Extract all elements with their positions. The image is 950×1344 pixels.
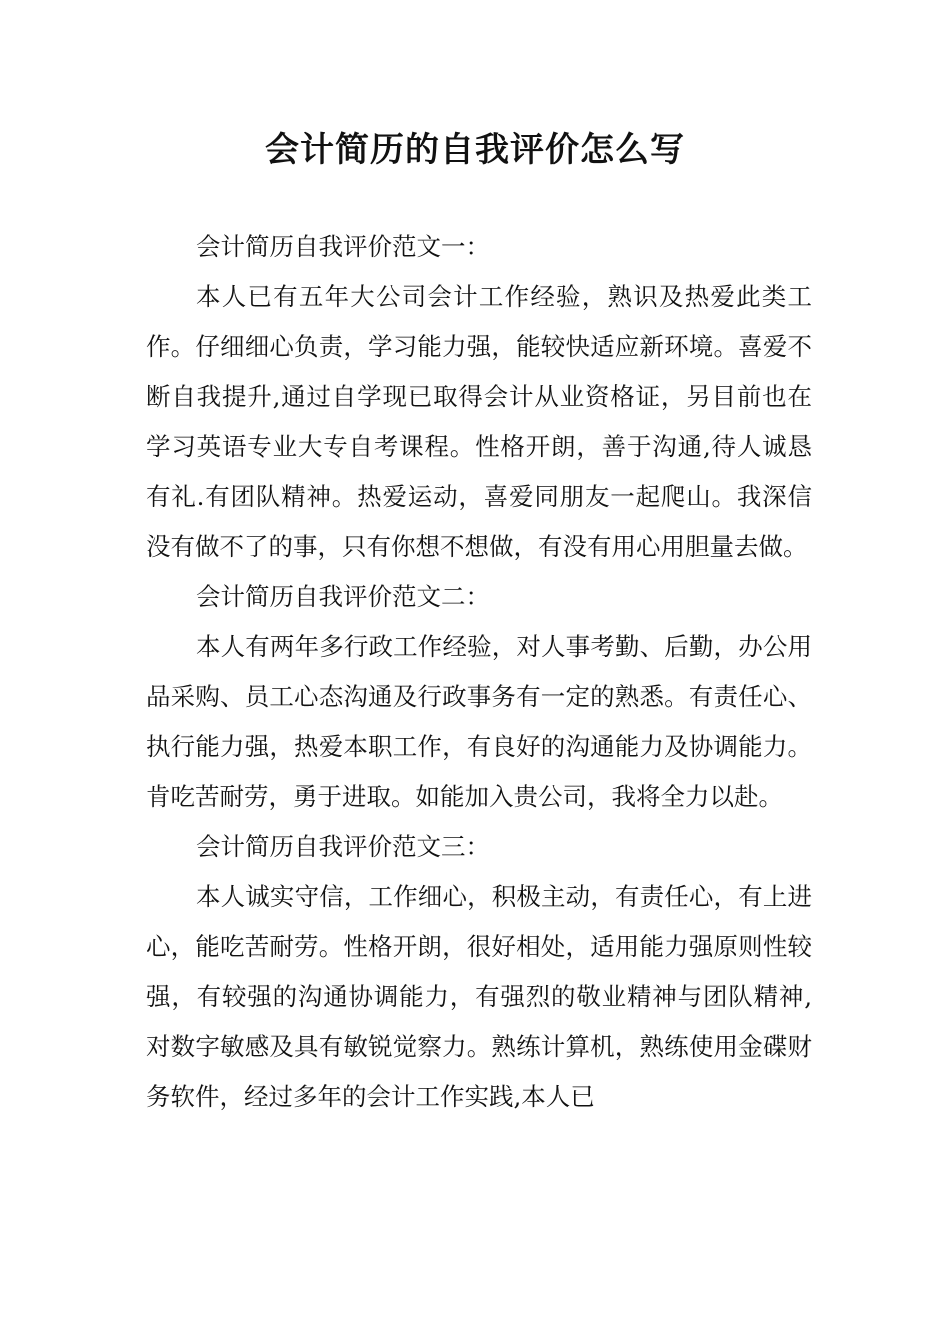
section-heading: 会计简历自我评价范文二： <box>196 582 490 611</box>
body-paragraph: 本人诚实守信，工作细心，积极主动，有责任心，有上进心，能吃苦耐劳。性格开朗，很好相处，适用能力强原则性较强，有较强的沟通协调能力，有强烈的敬业精神与团队精神,对数字敏感及具有敏锐觉察力。熟练计算机，熟练使用金碟财务软件，经过多年的会计工作实践,本人已 <box>146 882 812 1111</box>
body-paragraph: 本人有两年多行政工作经验，对人事考勤、后勤，办公用品采购、员工心态沟通及行政事务有一定的熟悉。有责任心、执行能力强，热爱本职工作，有良好的沟通能力及协调能力。肯吃苦耐劳，勇于进取。如能加入贵公司，我将全力以赴。 <box>146 632 812 811</box>
body-paragraph: 本人已有五年大公司会计工作经验，熟识及热爱此类工作。仔细细心负责，学习能力强，能较快适应新环境。喜爱不断自我提升,通过自学现已取得会计从业资格证，另目前也在学习英语专业大专自考课程。性格开朗，善于沟通,待人诚恳有礼.有团队精神。热爱运动，喜爱同朋友一起爬山。我深信没有做不了的事，只有你想不想做，有没有用心用胆量去做。 <box>146 282 812 561</box>
document-body <box>146 222 812 1122</box>
section-heading: 会计简历自我评价范文一： <box>196 232 490 261</box>
section-heading: 会计简历自我评价范文三： <box>196 832 490 861</box>
document-title: 会计简历的自我评价怎么写 <box>265 130 685 170</box>
